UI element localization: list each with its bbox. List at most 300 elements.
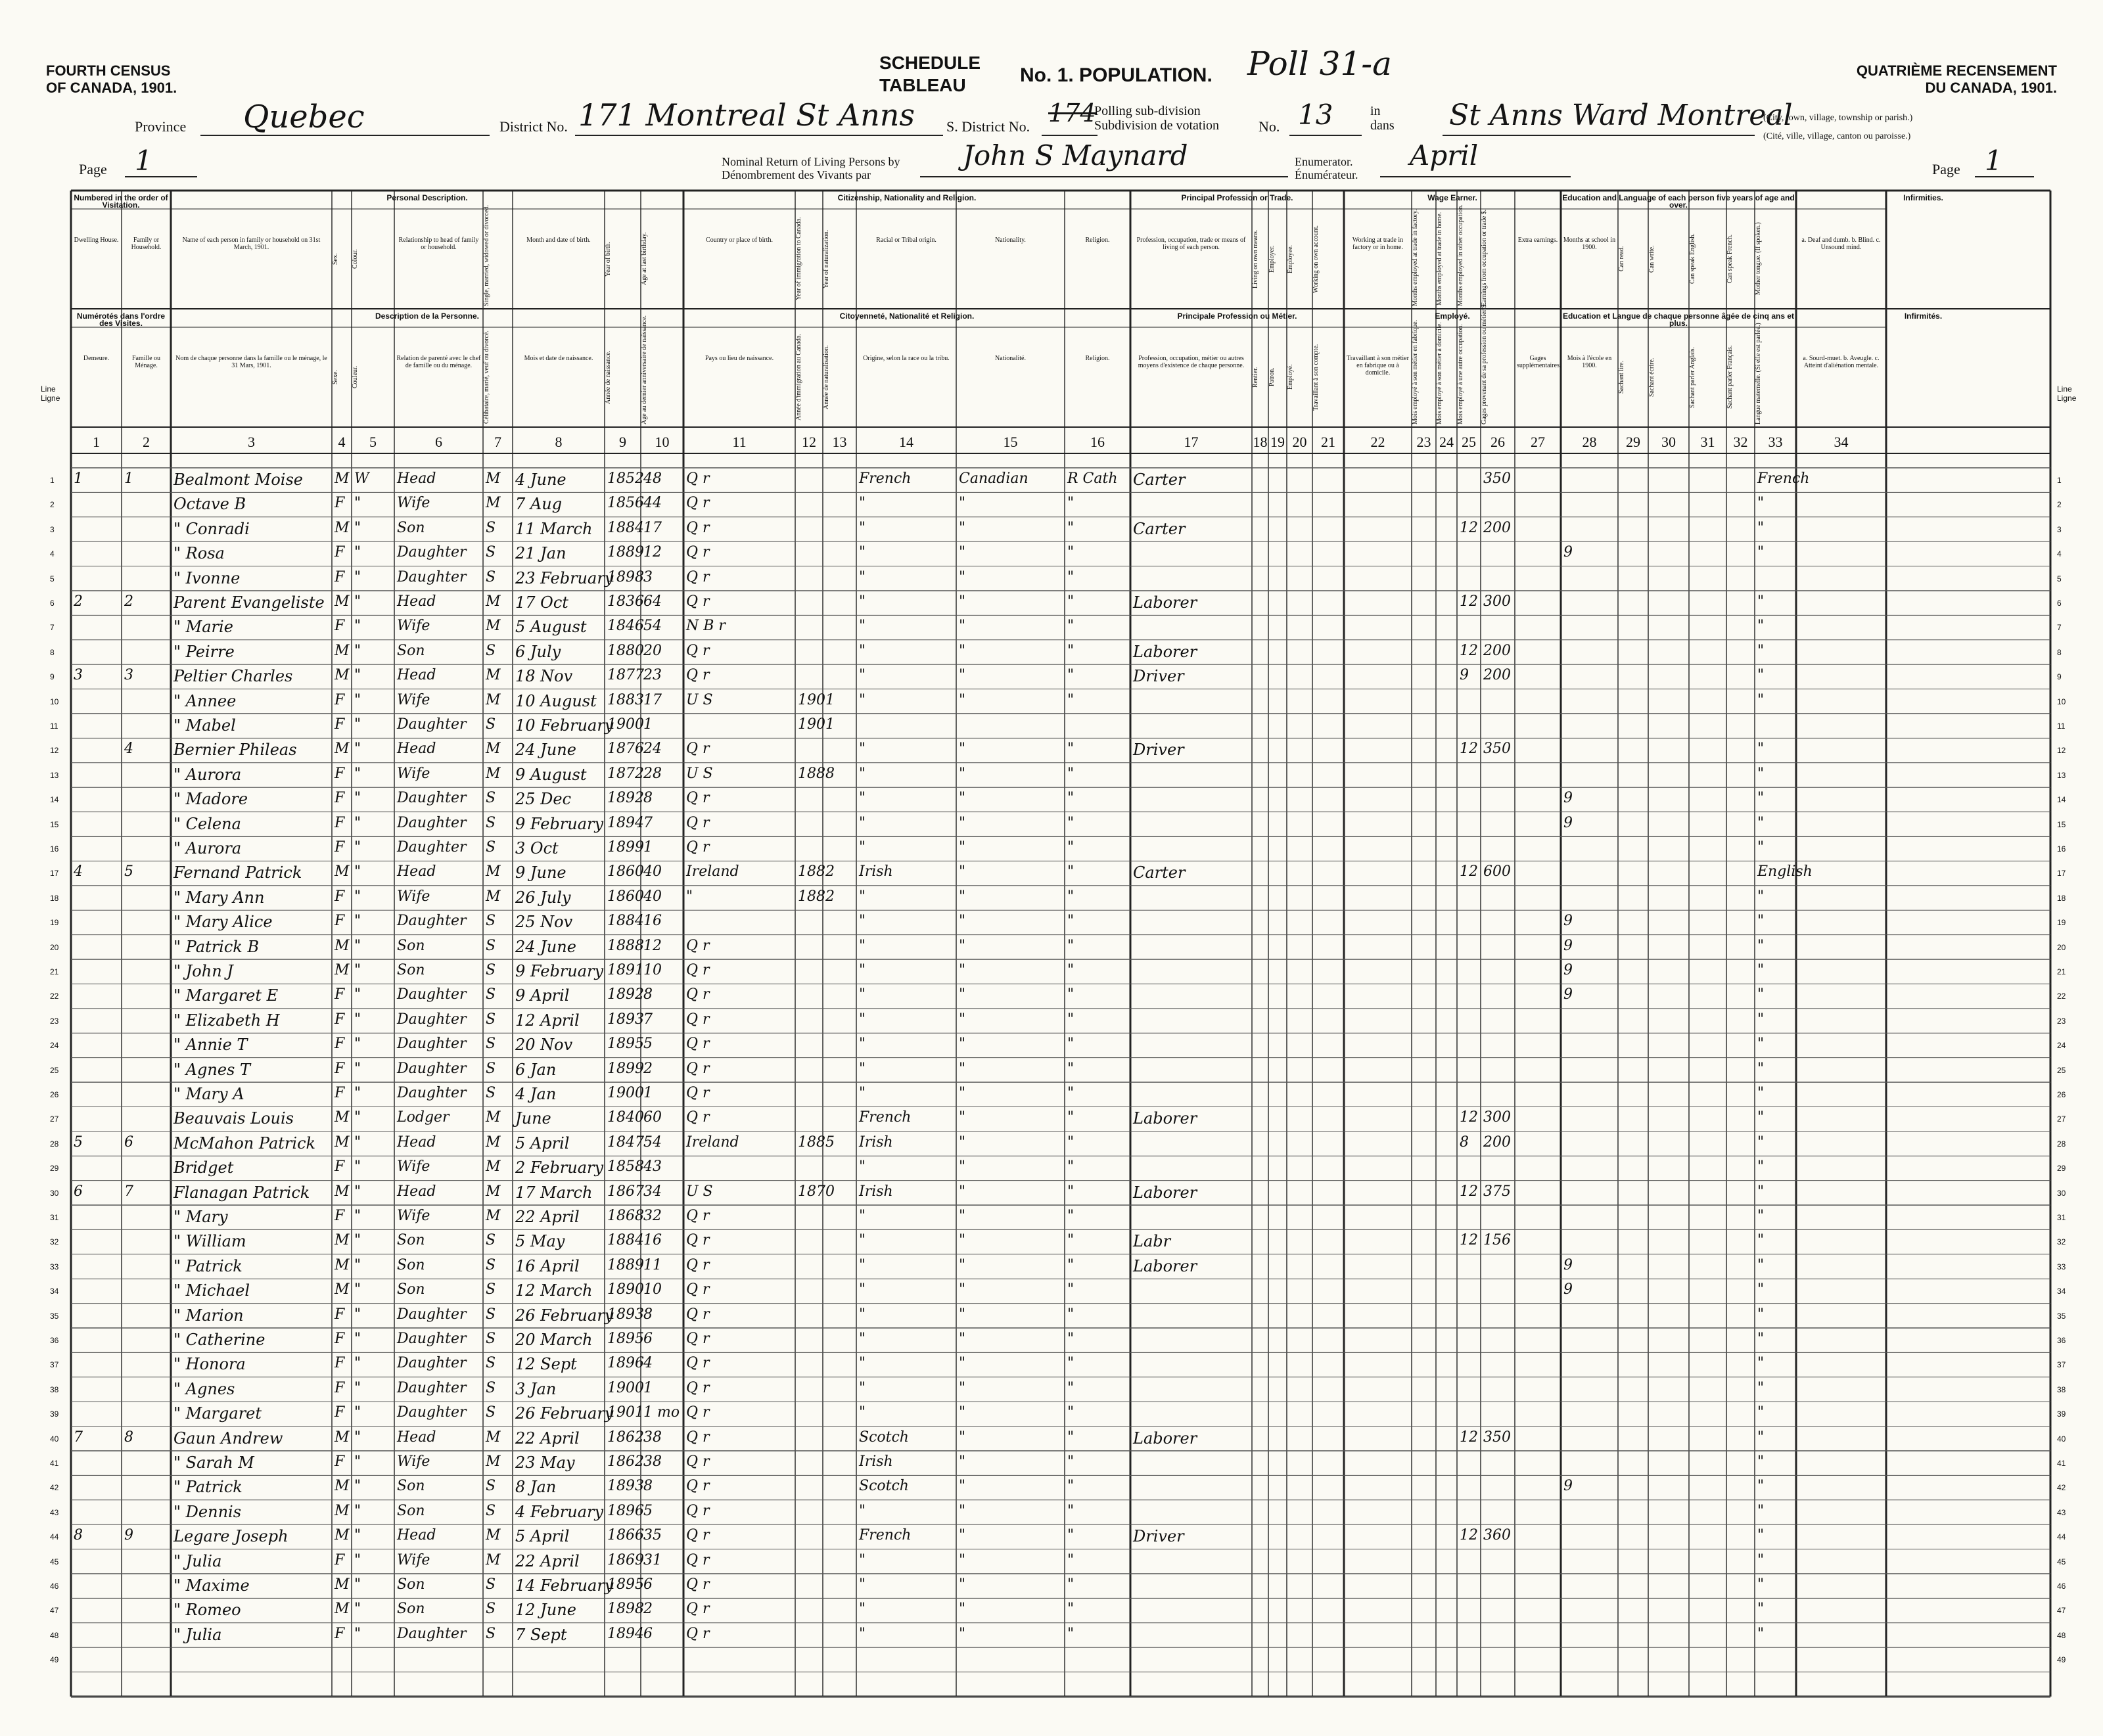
cell-orig: ": [859, 741, 866, 758]
cell-rel2: ": [1067, 1109, 1075, 1126]
cell-age: 7: [643, 814, 653, 831]
cell-rel2: ": [1067, 519, 1075, 536]
cell-yr: 1895: [607, 1036, 644, 1053]
cell-age: 35: [643, 1527, 662, 1544]
cell-rel: Daughter: [397, 1331, 467, 1347]
cell-yr: 1890: [607, 1281, 644, 1298]
cell-dw: 5: [74, 1133, 83, 1151]
col-header-fr-15: Nationalité.: [995, 355, 1026, 362]
cell-fam: 4: [124, 741, 133, 758]
cell-mon: 9 February: [515, 962, 604, 980]
group-title-numbered: Numbered in the order of Visitation.: [74, 193, 168, 210]
group-title-fr-numbered: Numérotés dans l'ordre des Visites.: [76, 311, 166, 328]
line-number-left: 48: [50, 1630, 59, 1640]
col-header-14: Racial or Tribal origin.: [876, 237, 936, 244]
cell-rel: Wife: [397, 1453, 430, 1470]
cell-age: 34: [643, 1183, 662, 1200]
cell-col: ": [354, 495, 361, 512]
cell-yr: 1847: [607, 1133, 644, 1151]
column-number-7: 7: [494, 434, 501, 450]
cell-yr: 1894: [607, 814, 644, 831]
cell-rel2: ": [1067, 642, 1075, 659]
tableau-label: TABLEAU: [879, 75, 966, 95]
cell-age: 31: [643, 1551, 662, 1568]
cell-m: 12: [1460, 741, 1478, 758]
cell-orig: ": [859, 888, 866, 905]
cell-sex: F: [335, 1011, 345, 1028]
cell-lang: ": [1757, 642, 1765, 659]
line-number-right: 29: [2057, 1164, 2066, 1174]
cell-earn: 350: [1483, 470, 1511, 487]
cell-birth: Q r: [686, 544, 710, 561]
cell-lang: ": [1757, 937, 1765, 954]
line-number-right: 14: [2057, 795, 2066, 805]
col-header-fr-27: Gages supplémentaires.: [1517, 355, 1561, 369]
cell-name: " Aurora: [173, 839, 242, 857]
cell-orig: ": [859, 642, 866, 659]
cell-mon: 25 Nov: [515, 913, 573, 932]
cell-birth: Q r: [686, 1011, 710, 1028]
line-number-right: 20: [2057, 942, 2066, 952]
cell-rel2: ": [1067, 962, 1075, 978]
cell-birth: Q r: [686, 1502, 710, 1519]
cell-fam: 2: [124, 593, 133, 610]
cell-orig: Irish: [859, 1453, 893, 1470]
cell-age: 11: [643, 1256, 662, 1273]
cell-rel: Daughter: [397, 790, 467, 807]
cell-natl: ": [959, 1601, 966, 1618]
cell-rel: Son: [397, 519, 425, 536]
cell-rel: Son: [397, 1601, 425, 1618]
cell-birth: Q r: [686, 642, 710, 659]
cell-birth: Q r: [686, 839, 710, 856]
cell-sex: F: [335, 1355, 345, 1372]
cell-natl: ": [959, 1379, 966, 1396]
cell-mon: 6 Jan: [515, 1060, 557, 1079]
line-number-left: 18: [50, 893, 59, 903]
cell-sm: S: [486, 1601, 496, 1618]
cell-rel: Head: [397, 1527, 436, 1544]
cell-m: 12: [1460, 593, 1478, 610]
cell-lang: ": [1757, 1158, 1765, 1176]
cell-natl: ": [959, 863, 966, 880]
cell-lang: ": [1757, 495, 1765, 512]
cell-rel: Son: [397, 962, 425, 978]
cell-yr: 1883: [607, 691, 644, 708]
cell-yr: 1884: [607, 913, 644, 930]
col-header-27: Extra earnings.: [1517, 237, 1558, 244]
cell-lang: ": [1757, 888, 1765, 905]
col-header-6: Relationship to head of family or household.: [398, 237, 479, 251]
cell-imm: 1901: [798, 691, 835, 708]
cell-yr: 1866: [607, 1527, 644, 1544]
cell-lang: ": [1757, 1085, 1765, 1101]
cell-sm: S: [486, 1379, 496, 1396]
line-number-left: 6: [50, 599, 55, 608]
cell-mon: 10 August: [515, 691, 597, 710]
cell-rel: Son: [397, 937, 425, 954]
line-number-right: 32: [2057, 1237, 2066, 1247]
cell-mon: 5 August: [515, 618, 587, 637]
column-number-9: 9: [619, 434, 626, 450]
line-number-right: 38: [2057, 1384, 2066, 1394]
cell-school: 9: [1563, 1478, 1573, 1495]
line-label-right: Line Ligne: [2057, 384, 2077, 403]
cell-age: 1: [643, 716, 653, 733]
cell-rel: Wife: [397, 618, 430, 635]
cell-sm: S: [486, 568, 496, 585]
line-number-left: 36: [50, 1336, 59, 1345]
cell-age: 3: [643, 568, 653, 585]
cell-birth: Ireland: [686, 1133, 739, 1151]
cell-sm: M: [486, 1183, 501, 1200]
cell-sex: M: [335, 1576, 350, 1593]
cell-age: 23: [643, 667, 662, 684]
cell-sm: M: [486, 495, 501, 512]
cell-name: " Dennis: [173, 1502, 242, 1521]
cell-rel2: ": [1067, 937, 1075, 954]
cell-school: 9: [1563, 913, 1573, 930]
cell-rel2: ": [1067, 888, 1075, 905]
cell-name: McMahon Patrick: [173, 1133, 316, 1153]
cell-m: 9: [1460, 667, 1469, 684]
cell-occ: Laborer: [1133, 1183, 1197, 1202]
cell-sex: F: [335, 691, 345, 708]
cell-rel: Daughter: [397, 913, 467, 930]
column-number-8: 8: [555, 434, 563, 450]
cell-name: Legare Joseph: [173, 1527, 289, 1546]
cell-sm: S: [486, 1306, 496, 1323]
cell-orig: ": [859, 1625, 866, 1642]
cell-rel2: ": [1067, 1355, 1075, 1372]
cell-name: " Romeo: [173, 1601, 241, 1620]
line-number-left: 1: [50, 476, 55, 485]
cell-fam: 3: [124, 667, 133, 684]
schedule-label: SCHEDULE: [879, 53, 981, 73]
cell-natl: ": [959, 642, 966, 659]
cell-imm: 1888: [798, 765, 835, 782]
cell-rel2: ": [1067, 1158, 1075, 1176]
cell-sm: M: [486, 1109, 501, 1126]
cell-mon: 20 March: [515, 1331, 593, 1349]
cell-rel2: ": [1067, 913, 1075, 930]
line-number-right: 13: [2057, 770, 2066, 780]
line-number-left: 41: [50, 1459, 59, 1468]
cell-lang: ": [1757, 1036, 1765, 1053]
cell-sm: S: [486, 839, 496, 856]
cell-mon: 7 Sept: [515, 1625, 567, 1644]
cell-yr: 1860: [607, 888, 644, 905]
line-number-right: 31: [2057, 1213, 2066, 1222]
cell-sm: S: [486, 1232, 496, 1249]
cell-rel: Daughter: [397, 1404, 467, 1421]
cell-rel2: ": [1067, 741, 1075, 758]
cell-rel: Son: [397, 1502, 425, 1519]
cell-orig: French: [859, 470, 912, 487]
cell-rel: Daughter: [397, 1011, 467, 1028]
cell-age: 38: [643, 1453, 662, 1470]
cell-col: ": [354, 790, 361, 807]
cell-yr: 1892: [607, 790, 644, 807]
cell-natl: ": [959, 1232, 966, 1249]
cell-school: 9: [1563, 544, 1573, 561]
cell-birth: Q r: [686, 1527, 710, 1544]
cell-col: ": [354, 839, 361, 856]
cell-lang: ": [1757, 1576, 1765, 1593]
cell-sm: S: [486, 1281, 496, 1298]
cell-natl: ": [959, 1428, 966, 1446]
cell-col: ": [354, 1453, 361, 1470]
cell-age: 7: [643, 1011, 653, 1028]
column-number-28: 28: [1582, 434, 1597, 450]
cell-birth: Q r: [686, 1331, 710, 1347]
cell-col: ": [354, 765, 361, 782]
col-header-13: Year of naturalization.: [823, 229, 830, 288]
col-header-fr-19: Patron.: [1268, 367, 1276, 387]
cell-rel2: ": [1067, 986, 1075, 1003]
cell-name: Flanagan Patrick: [173, 1183, 310, 1202]
cell-rel2: ": [1067, 1502, 1075, 1519]
cell-yr: 1877: [607, 667, 644, 684]
cell-natl: ": [959, 495, 966, 512]
col-header-fr-4: Sexe.: [332, 370, 339, 384]
cell-rel: Head: [397, 1428, 436, 1446]
line-number-left: 16: [50, 844, 59, 854]
line-number-left: 32: [50, 1237, 59, 1247]
cell-birth: Q r: [686, 1306, 710, 1323]
cell-mon: 25 Dec: [515, 790, 572, 809]
cell-lang: ": [1757, 1256, 1765, 1273]
cell-age: 17: [643, 519, 662, 536]
cell-name: " Julia: [173, 1625, 222, 1644]
cell-name: " Mary Ann: [173, 888, 265, 907]
cell-occ: Driver: [1133, 1527, 1184, 1546]
cell-age: 8: [643, 986, 653, 1003]
cell-sm: S: [486, 937, 496, 954]
cell-natl: ": [959, 1208, 966, 1224]
cell-natl: ": [959, 1085, 966, 1101]
cell-col: ": [354, 937, 361, 954]
cell-birth: Q r: [686, 937, 710, 954]
cell-sm: S: [486, 716, 496, 733]
cell-orig: ": [859, 667, 866, 684]
cell-dw: 8: [74, 1527, 83, 1544]
cell-age: 4: [643, 1355, 653, 1372]
cell-lang: ": [1757, 691, 1765, 708]
cell-fam: 9: [124, 1527, 133, 1544]
cell-name: " Patrick: [173, 1478, 243, 1497]
cell-lang: ": [1757, 1478, 1765, 1495]
cell-age: 1: [643, 1085, 653, 1101]
cell-m: 8: [1460, 1133, 1469, 1151]
line-number-right: 35: [2057, 1311, 2066, 1321]
cell-sm: M: [486, 667, 501, 684]
date-value: April: [1410, 139, 1479, 171]
cell-orig: ": [859, 1404, 866, 1421]
cell-earn: 300: [1483, 593, 1511, 610]
cell-orig: ": [859, 765, 866, 782]
cell-rel: Wife: [397, 1158, 430, 1176]
cell-rel: Daughter: [397, 568, 467, 585]
cell-natl: ": [959, 618, 966, 635]
cell-natl: ": [959, 1133, 966, 1151]
cell-rel: Daughter: [397, 1060, 467, 1077]
cell-rel: Son: [397, 1478, 425, 1495]
line-number-right: 9: [2057, 672, 2062, 682]
cell-lang: ": [1757, 1232, 1765, 1249]
cell-birth: Q r: [686, 1355, 710, 1372]
cell-birth: Q r: [686, 1208, 710, 1224]
cell-earn: 360: [1483, 1527, 1511, 1544]
col-header-fr-1: Demeure.: [83, 355, 110, 362]
cell-name: " William: [173, 1232, 246, 1251]
line-number-left: 47: [50, 1606, 59, 1616]
cell-rel2: ": [1067, 765, 1075, 782]
cell-mon: June: [515, 1109, 551, 1128]
cell-birth: Q r: [686, 1551, 710, 1568]
cell-lang: ": [1757, 913, 1765, 930]
cell-sex: M: [335, 741, 350, 758]
cell-mon: 10 February: [515, 716, 614, 735]
cell-rel: Head: [397, 1183, 436, 1200]
cell-col: ": [354, 1306, 361, 1323]
col-header-fr-16: Religion.: [1085, 355, 1110, 362]
col-header-23: Months employed at trade in factory.: [1412, 209, 1419, 306]
cell-occ: Labr: [1133, 1232, 1171, 1251]
col-header-4: Sex.: [332, 253, 339, 265]
cell-name: Bealmont Moise: [173, 470, 303, 489]
cell-rel: Daughter: [397, 716, 467, 733]
cell-natl: ": [959, 593, 966, 610]
line-number-right: 17: [2057, 869, 2066, 879]
col-header-7: Single, married, widowed or divorced.: [483, 204, 490, 306]
col-header-10: Age at last birthday.: [641, 232, 648, 286]
cell-col: ": [354, 1060, 361, 1077]
line-number-right: 30: [2057, 1188, 2066, 1198]
cell-mon: 12 April: [515, 1011, 580, 1030]
cell-rel: Daughter: [397, 839, 467, 856]
cell-name: " Catherine: [173, 1331, 266, 1349]
line-number-right: 22: [2057, 992, 2066, 1001]
cell-rel: Daughter: [397, 986, 467, 1003]
cell-col: ": [354, 1625, 361, 1642]
cell-sm: S: [486, 1355, 496, 1372]
cell-col: ": [354, 1208, 361, 1224]
cell-school: 9: [1563, 1256, 1573, 1273]
cell-lang: ": [1757, 1601, 1765, 1618]
cell-orig: ": [859, 1379, 866, 1396]
page-number-left: 1: [135, 145, 152, 177]
col-header-fr-14: Origine, selon la race ou la tribu.: [863, 355, 950, 362]
cell-name: " Rosa: [173, 544, 225, 563]
col-header-fr-8: Mois et date de naissance.: [524, 355, 593, 362]
cell-mon: 5 May: [515, 1232, 565, 1251]
cell-sex: F: [335, 913, 345, 930]
cell-occ: Carter: [1133, 863, 1186, 882]
col-header-fr-17: Profession, occupation, métier ou autres moyens d'existence de chaque personne.: [1138, 355, 1245, 369]
cell-lang: ": [1757, 1502, 1765, 1519]
cell-yr: 1898: [607, 568, 644, 585]
cell-sm: M: [486, 618, 501, 635]
cell-birth: Q r: [686, 1281, 710, 1298]
nominal-label: Nominal Return of Living Persons by Dénombrement des Vivants par: [722, 155, 900, 181]
cell-yr: 1876: [607, 741, 644, 758]
cell-rel: Daughter: [397, 544, 467, 561]
cell-sm: M: [486, 1133, 501, 1151]
cell-sm: S: [486, 519, 496, 536]
cell-birth: Q r: [686, 1601, 710, 1618]
line-number-left: 14: [50, 795, 59, 805]
group-title-fr-education: Education et Langue de chaque personne âgée de cinq ans et plus.: [1562, 311, 1795, 328]
cell-mon: 5 April: [515, 1133, 570, 1153]
cell-sex: F: [335, 765, 345, 782]
cell-sm: S: [486, 1625, 496, 1642]
cell-sm: S: [486, 1576, 496, 1593]
cell-sex: M: [335, 593, 350, 610]
cell-imm: 1870: [798, 1183, 835, 1200]
cell-lang: ": [1757, 765, 1765, 782]
cell-birth: Q r: [686, 741, 710, 758]
cell-imm: 1882: [798, 888, 835, 905]
line-number-right: 48: [2057, 1630, 2066, 1640]
no-label: No.: [1259, 118, 1280, 135]
cell-age: 5: [643, 1502, 653, 1519]
column-number-4: 4: [338, 434, 346, 450]
cell-mon: 24 June: [515, 937, 576, 956]
col-header-34: a. Deaf and dumb. b. Blind. c. Unsound mind.: [1801, 237, 1881, 251]
cell-birth: Q r: [686, 1625, 710, 1642]
cell-name: " Patrick: [173, 1256, 243, 1275]
cell-orig: ": [859, 937, 866, 954]
cell-yr: 1884: [607, 1232, 644, 1249]
line-number-left: 37: [50, 1360, 59, 1370]
cell-rel2: ": [1067, 1331, 1075, 1347]
cell-col: ": [354, 1601, 361, 1618]
cell-name: Parent Evangeliste: [173, 593, 325, 612]
cell-sex: M: [335, 1428, 350, 1446]
cell-yr: 1858: [607, 1158, 644, 1176]
cell-orig: ": [859, 568, 866, 585]
cell-sex: M: [335, 470, 350, 487]
col-header-fr-21: Travaillant à son compte.: [1312, 344, 1320, 411]
cell-rel2: ": [1067, 814, 1075, 831]
cell-m: 12: [1460, 642, 1478, 659]
cell-earn: 300: [1483, 1109, 1511, 1126]
col-header-fr-11: Pays ou lieu de naissance.: [705, 355, 774, 362]
cell-natl: ": [959, 1355, 966, 1372]
cell-yr: 1889: [607, 1256, 644, 1273]
province-label: Province: [135, 118, 187, 135]
col-header-fr-6: Relation de parenté avec le chef de famille ou du ménage.: [396, 355, 481, 369]
cell-age: 8: [643, 1306, 653, 1323]
polling-label: Polling sub-division Subdivision de votation: [1094, 104, 1219, 133]
cell-lang: English: [1757, 863, 1813, 880]
cell-yr: 1888: [607, 937, 644, 954]
cell-age: 2: [643, 1060, 653, 1077]
cell-lang: ": [1757, 814, 1765, 831]
cell-lang: ": [1757, 1060, 1765, 1077]
district-label: District No.: [499, 118, 568, 135]
cell-natl: ": [959, 1158, 966, 1176]
cell-natl: ": [959, 691, 966, 708]
cell-sm: S: [486, 814, 496, 831]
cell-sex: M: [335, 863, 350, 880]
line-number-left: 21: [50, 967, 59, 976]
cell-yr: 1862: [607, 1453, 644, 1470]
cell-occ: Driver: [1133, 667, 1184, 686]
cell-col: ": [354, 593, 361, 610]
cell-birth: Q r: [686, 814, 710, 831]
